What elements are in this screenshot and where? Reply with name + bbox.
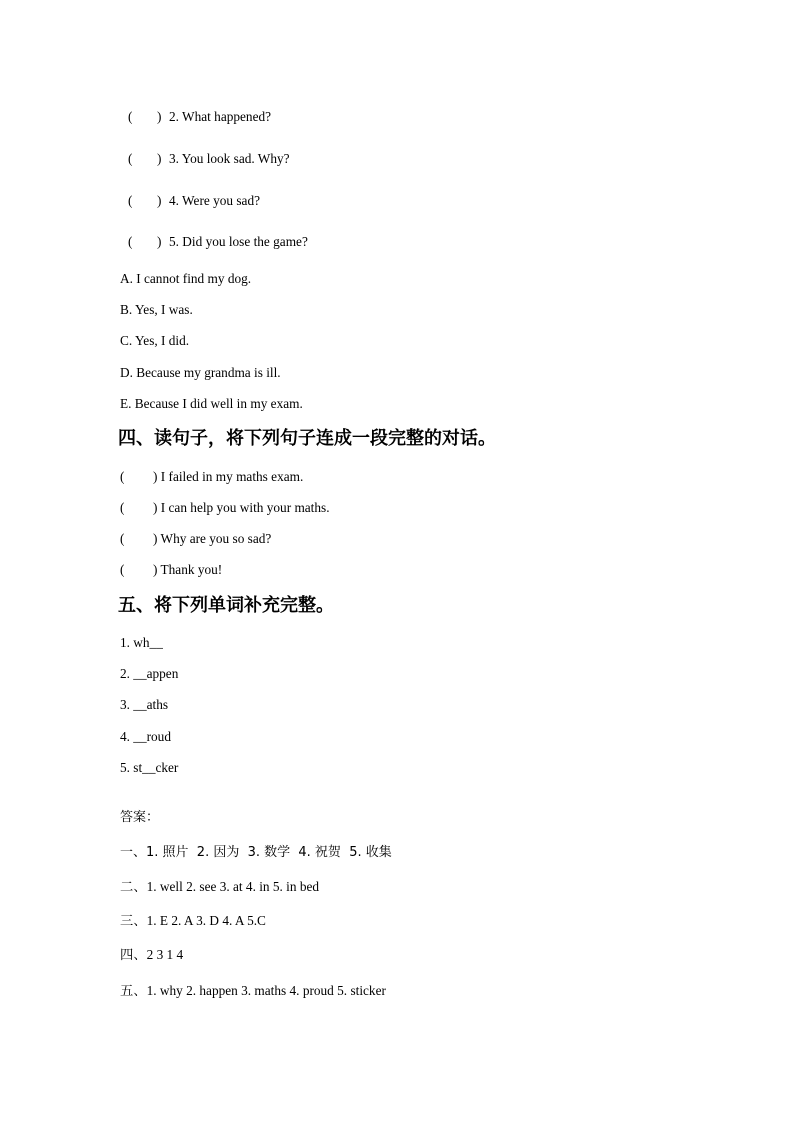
answer-blank-open: ( xyxy=(120,469,125,484)
option-e: E. Because I did well in my exam. xyxy=(120,396,303,411)
option-c: C. Yes, I did. xyxy=(120,333,190,348)
dialogue-text: Why are you so sad? xyxy=(160,531,272,546)
answer-line-2: 二、1. well 2. see 3. at 4. in 5. in bed xyxy=(120,879,320,894)
dialogue-text: I can help you with your maths. xyxy=(160,500,330,515)
answer-blank-open: ( xyxy=(128,234,133,249)
answer-blank-open: ( xyxy=(120,531,125,546)
answer-blank-close: ) xyxy=(153,500,158,515)
answer-blank-open: ( xyxy=(128,109,133,124)
option-d: D. Because my grandma is ill. xyxy=(120,365,281,380)
option-b: B. Yes, I was. xyxy=(120,302,193,317)
answer-blank-close: ) xyxy=(153,469,158,484)
option-a: A. I cannot find my dog. xyxy=(120,271,252,286)
answer-blank-close: ) xyxy=(153,531,158,546)
answer-blank-open: ( xyxy=(120,562,125,577)
dialogue-text: I failed in my maths exam. xyxy=(160,469,304,484)
word-item-2: 2. __appen xyxy=(120,666,179,681)
answer-line-4: 四、2 3 1 4 xyxy=(120,947,184,962)
answer-line-1: 一、1. 照片 2. 因为 3. 数学 4. 祝贺 5. 收集 xyxy=(120,845,392,860)
question-text: 3. You look sad. Why? xyxy=(169,151,290,166)
answer-blank-open: ( xyxy=(128,151,133,166)
answers-title: 答案： xyxy=(120,810,160,825)
word-item-3: 3. __aths xyxy=(120,697,169,712)
question-text: 2. What happened? xyxy=(169,109,272,124)
answer-blank-close: ) xyxy=(157,234,162,249)
question-text: 5. Did you lose the game? xyxy=(169,234,308,249)
answer-blank-close: ) xyxy=(157,109,162,124)
word-item-4: 4. __roud xyxy=(120,729,171,744)
answer-blank-open: ( xyxy=(128,193,133,208)
question-text: 4. Were you sad? xyxy=(169,193,260,208)
word-item-5: 5. st__cker xyxy=(120,760,179,775)
answer-blank-close: ) xyxy=(157,193,162,208)
answer-blank-close: ) xyxy=(157,151,162,166)
section-4-heading: 四、读句子，将下列句子连成一段完整的对话。 xyxy=(118,428,496,449)
word-item-1: 1. wh__ xyxy=(120,635,163,650)
answer-blank-open: ( xyxy=(120,500,125,515)
section-5-heading: 五、将下列单词补充完整。 xyxy=(118,595,334,616)
answer-blank-close: ) xyxy=(153,562,158,577)
dialogue-text: Thank you! xyxy=(160,562,223,577)
answer-line-3: 三、1. E 2. A 3. D 4. A 5.C xyxy=(120,913,266,928)
answer-line-5: 五、1. why 2. happen 3. maths 4. proud 5. sticker xyxy=(120,983,386,998)
